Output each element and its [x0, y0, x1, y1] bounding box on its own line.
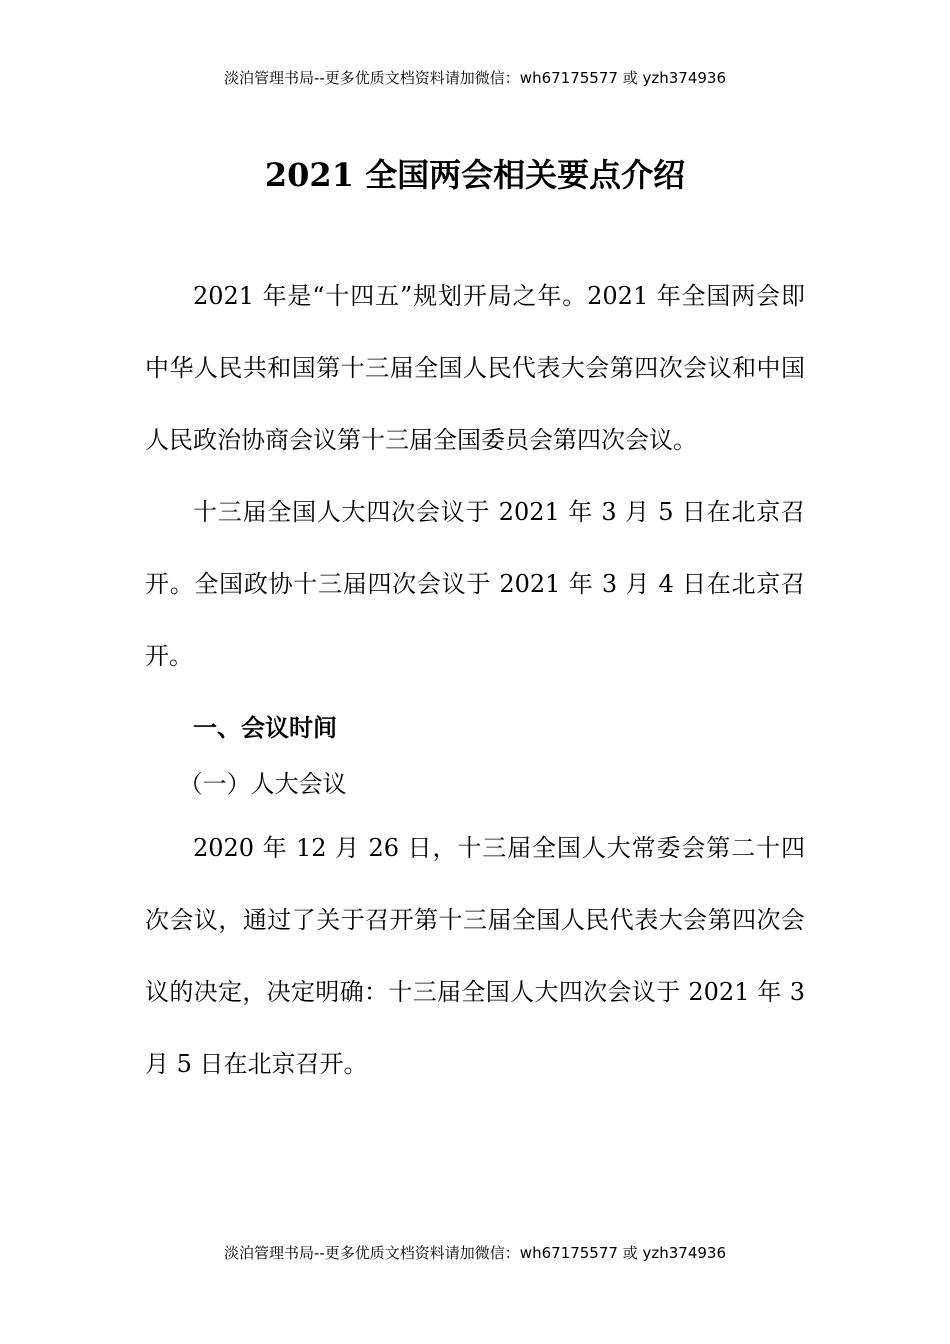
section-heading-meeting-time: 一、会议时间 — [193, 714, 337, 742]
document-body — [145, 260, 805, 1100]
npc-decision-paragraph: 2020 年 12 月 26 日，十三届全国人大常委会第二十四次会议，通过了关于召开第十三届全国人民代表大会第四次会议的决定，决定明确：十三届全国人大四次会议于 2021 年 3 月 5 日在北京召开。 — [145, 834, 805, 1078]
page-footer: 淡泊管理书局--更多优质文档资料请加微信：wh67175577 或 yzh374936 — [223, 1244, 726, 1262]
document-title: 2021 全国两会相关要点介绍 — [264, 156, 686, 195]
intro-paragraph: 2021 年是“十四五”规划开局之年。2021 年全国两会即中华人民共和国第十三届全国人民代表大会第四次会议和中国人民政治协商会议第十三届全国委员会第四次会议。 — [145, 282, 805, 454]
page-header: 淡泊管理书局--更多优质文档资料请加微信：wh67175577 或 yzh374936 — [223, 69, 726, 87]
meeting-dates-paragraph: 十三届全国人大四次会议于 2021 年 3 月 5 日在北京召开。全国政协十三届四次会议于 2021 年 3 月 4 日在北京召开。 — [145, 498, 805, 670]
subsection-heading-npc: （一）人大会议 — [178, 770, 347, 798]
